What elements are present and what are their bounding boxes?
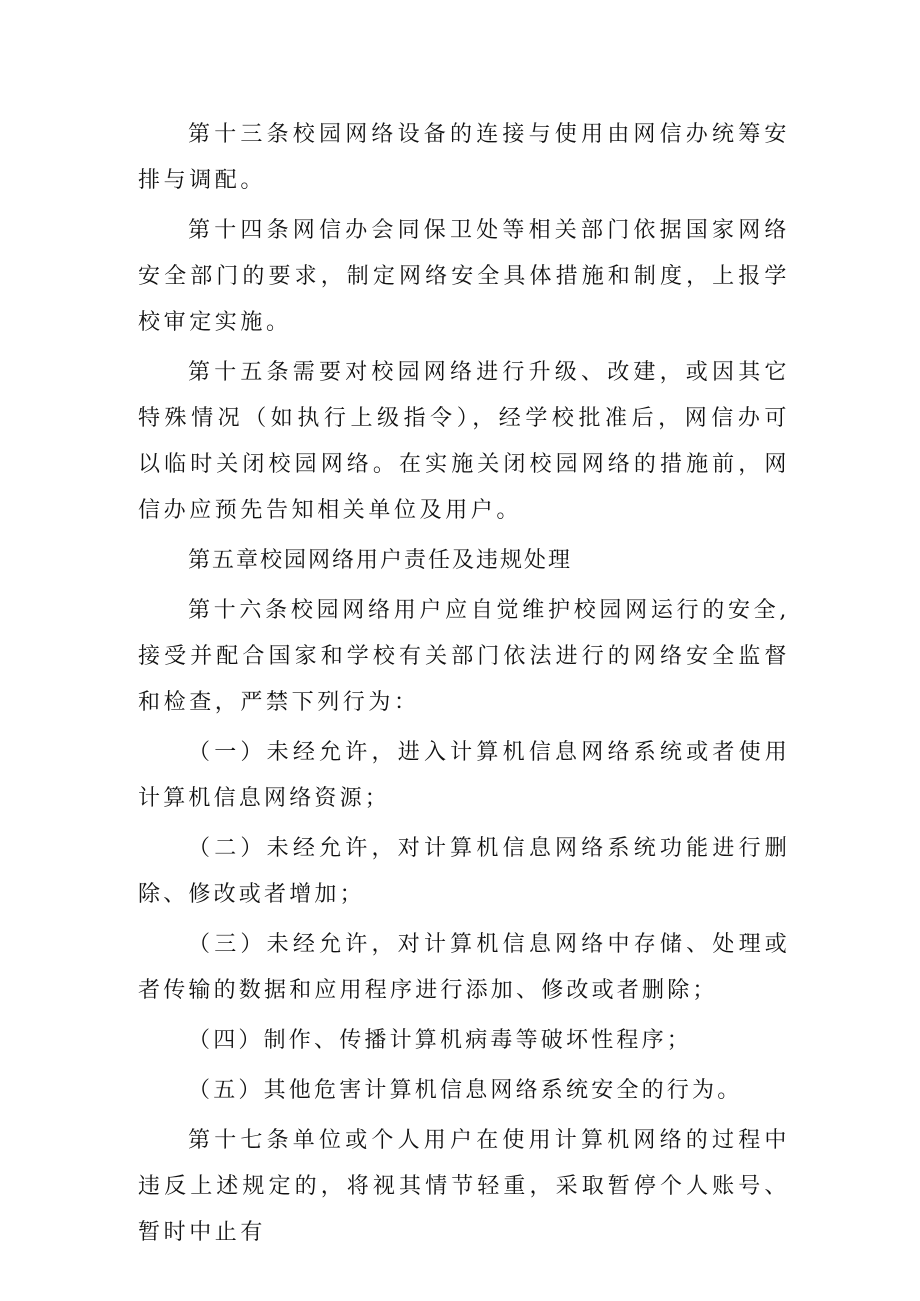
prohibition-item-4: （四）制作、传播计算机病毒等破坏性程序； (188, 1028, 693, 1053)
chapter-5-heading: 第五章校园网络用户责任及违规处理 (188, 548, 573, 573)
prohibition-item-2: （二）未经允许，对计算机信息网络系统功能进行删除、修改或者增加； (138, 836, 790, 907)
article-16-paragraph: 第十六条校园网络用户应自觉维护校园网运行的安全,接受并配合国家和学校有关部门依法进行的网络安全监督和检查，严禁下列行为： (138, 598, 790, 715)
prohibition-item-3: （三）未经允许，对计算机信息网络中存储、处理或者传输的数据和应用程序进行添加、修改或者删除； (138, 932, 790, 1003)
article-14-paragraph: 第十四条网信办会同保卫处等相关部门依据国家网络安全部门的要求，制定网络安全具体措施和制度，上报学校审定实施。 (138, 218, 790, 335)
prohibition-item-5: （五）其他危害计算机信息网络系统安全的行为。 (188, 1078, 743, 1103)
article-15-paragraph: 第十五条需要对校园网络进行升级、改建，或因其它特殊情况（如执行上级指令），经学校批准后，网信办可以临时关闭校园网络。在实施关闭校园网络的措施前，网信办应预先告知相关单位及用户。 (138, 360, 790, 523)
article-17-paragraph: 第十七条单位或个人用户在使用计算机网络的过程中违反上述规定的，将视其情节轻重，采取暂停个人账号、暂时中止有 (138, 1128, 790, 1245)
document-body (138, 112, 790, 1260)
prohibition-item-1: （一）未经允许，进入计算机信息网络系统或者使用计算机信息网络资源； (138, 740, 790, 811)
article-13-paragraph: 第十三条校园网络设备的连接与使用由网信办统筹安排与调配。 (138, 122, 790, 193)
